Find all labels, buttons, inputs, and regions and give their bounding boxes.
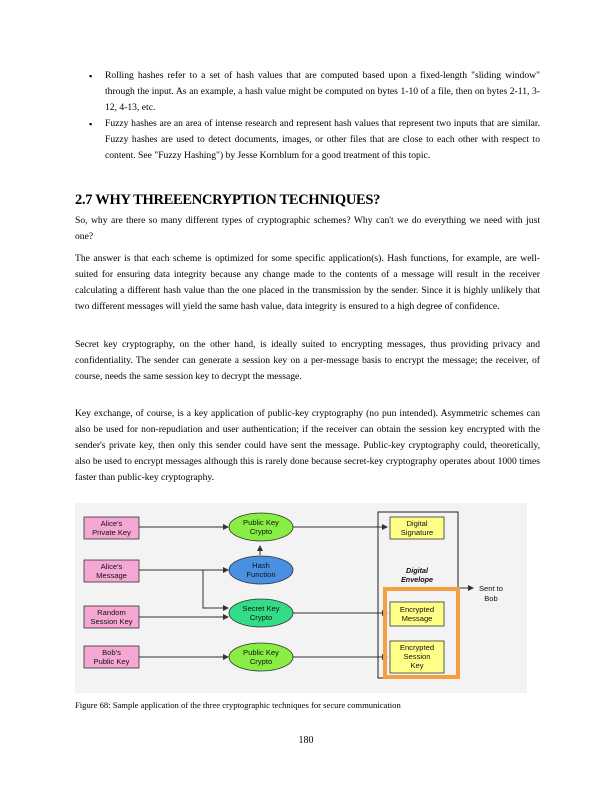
svg-text:Encrypted: Encrypted [399,605,435,614]
svg-text:Digital: Digital [406,519,428,528]
output-encrypted-message [390,602,444,626]
svg-text:Session: Session [403,652,431,661]
func-public-key-crypto-1 [229,513,293,541]
paragraph: Secret key cryptography, on the other hand, is ideally suited to encrypting messages, thus providing privacy and confidentiality. The sender can generate a session key on a per-message basis to encrypt the message; the receiver, of course, needs the same session key to decrypt the message. [75,339,540,382]
paragraph: Key exchange, of course, is a key application of public-key cryptography (no pun intended). Asymmetric schemes can also be used for non-repudiation and user authentication; if the receiver can obtain the session key encrypted with the sender's private key, then only this sender could have sent the message. Public-key cryptography could, theoretically, also be used to encrypt messages although this is rarely done because secret-key cryptography operates about 1000 times faster than public-key cryptography. [75,408,540,483]
destination-sent-to-bob [479,584,503,603]
svg-text:Message: Message [401,614,433,623]
func-public-key-crypto-2 [229,643,293,671]
svg-text:Public Key: Public Key [93,657,130,666]
output-digital-signature [390,517,444,539]
svg-text:Bob's: Bob's [102,648,121,657]
input-alice-private-key [84,517,139,539]
bullet-icon: ▪ [89,119,93,129]
bullet-list [75,68,540,164]
output-digital-envelope-label [401,566,433,584]
svg-text:Message: Message [96,571,127,580]
svg-text:Digital: Digital [406,566,428,575]
func-secret-key-crypto [229,599,293,627]
svg-text:Random: Random [97,608,126,617]
diagram-svg [75,503,527,693]
func-hash-function [229,556,293,584]
svg-text:Alice's: Alice's [100,519,123,528]
svg-text:Encrypted: Encrypted [399,643,435,652]
svg-text:Secret Key: Secret Key [242,604,280,613]
svg-text:Hash: Hash [252,561,270,570]
svg-text:Alice's: Alice's [100,562,123,571]
paragraph: The answer is that each scheme is optimized for some specific application(s). Hash functions, for example, are well-suited for ensuring data integrity because any change made to the contents of a message will result in the receiver calculating a different hash value than the one placed in the transmission by the sender. Since it is highly unlikely that two different messages will yield the same hash value, data integrity is ensured to a high degree of confidence. [75,253,540,312]
svg-text:Key: Key [410,661,424,670]
svg-text:Bob: Bob [484,594,498,603]
svg-text:Private Key: Private Key [92,528,131,537]
figure-caption: Figure 68: Sample application of the three cryptographic techniques for secure communication [75,700,401,710]
paragraph: So, why are there so many different types of cryptographic schemes? Why can't we do everything we need with just one? [75,215,540,242]
bullet-item: ▪ Fuzzy hashes are an area of intense research and represent hash values that represent two inputs that are similar. Fuzzy hashes are used to detect documents, images, or other files that are close to each other with respect to content. See "Fuzzy Hashing") by Jesse Kornblum for a good treatment of this topic. [89,118,540,161]
svg-text:Session Key: Session Key [90,617,133,626]
bullet-icon: ▪ [89,71,93,81]
svg-text:Crypto: Crypto [249,613,273,622]
svg-text:Sent to: Sent to [478,584,504,593]
svg-text:Crypto: Crypto [249,527,273,536]
svg-text:Function: Function [246,570,276,579]
page-number: 180 [298,735,314,746]
input-alice-message [84,560,139,582]
bullet-item: ▪ Rolling hashes refer to a set of hash values that are computed based upon a fixed-length "sliding window" through the input. As an example, a hash value might be computed on bytes 1-10 of a file, then on bytes 2-11, 3-12, 4-13, etc. [89,70,540,113]
svg-text:Crypto: Crypto [249,657,273,666]
section-heading: 2.7 WHY THREEENCRYPTION TECHNIQUES? [75,192,381,208]
output-encrypted-session-key [390,641,444,673]
svg-text:Public Key: Public Key [243,648,279,657]
svg-text:Public Key: Public Key [243,518,279,527]
diagram-connectors [139,527,473,657]
svg-text:Envelope: Envelope [401,575,433,584]
input-bob-public-key [84,646,139,668]
crypto-diagram [75,503,527,693]
svg-text:Signature: Signature [400,528,434,537]
input-random-session-key [84,606,139,628]
